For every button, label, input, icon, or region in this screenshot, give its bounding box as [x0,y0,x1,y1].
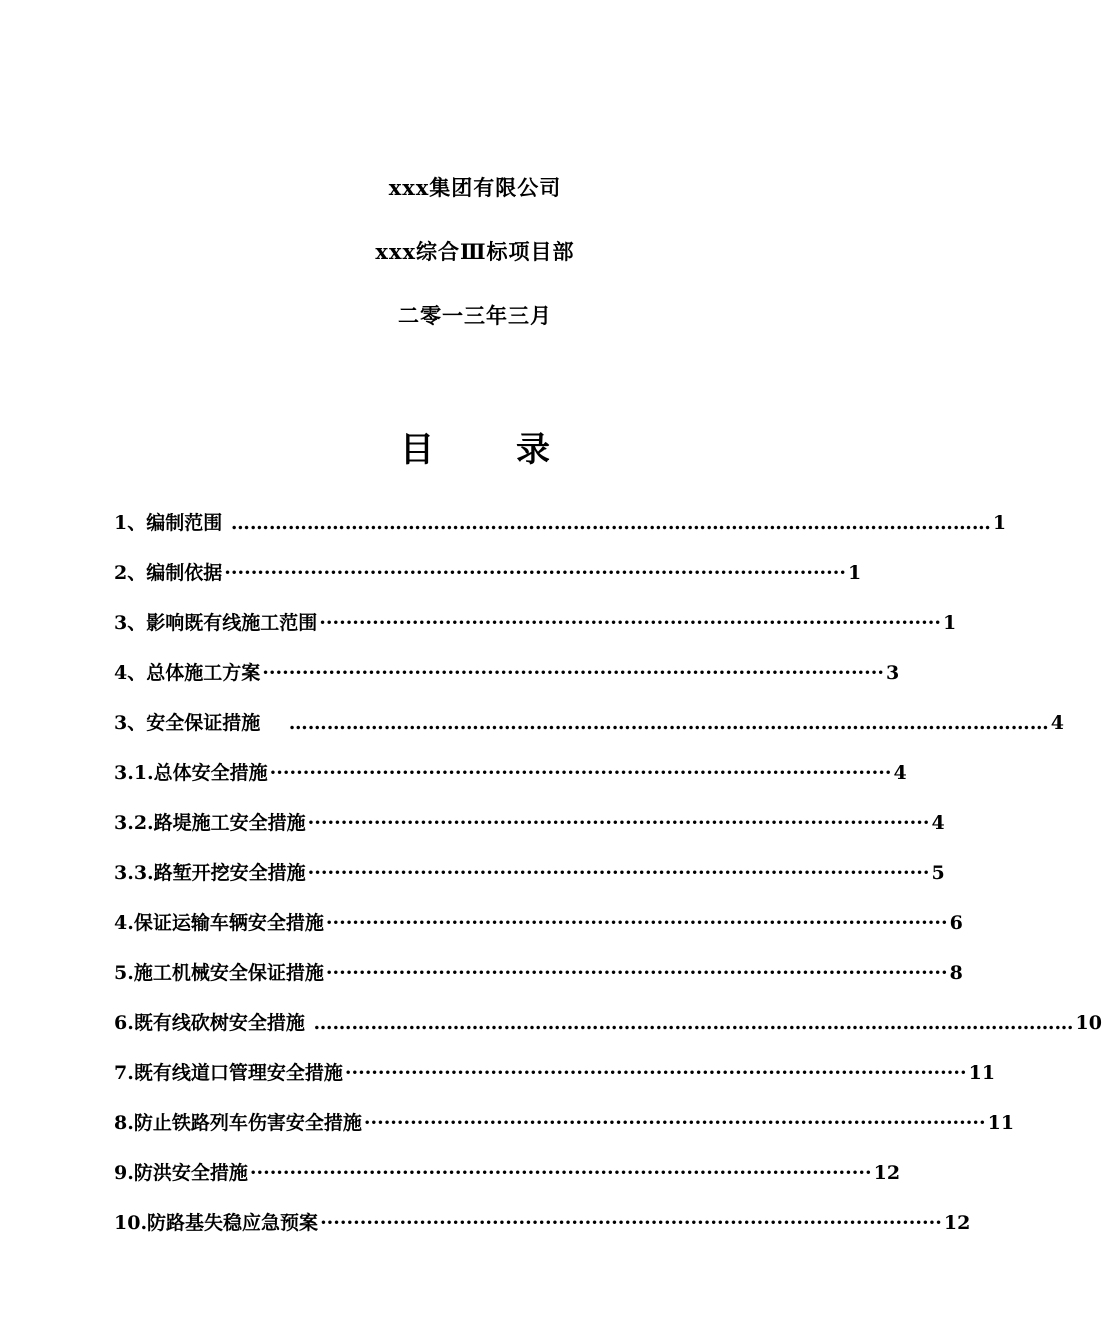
toc-entry-page: 1 [943,612,957,634]
toc-leader-dots: ······························································································ [344,1062,967,1084]
toc-leader-dots: ······························································································ [319,612,942,634]
toc-entry-page: 11 [987,1112,1015,1134]
toc-leader-dots: ······························································································ [325,962,948,984]
toc-entry-label: 1、编制范围 [114,512,223,534]
toc-entry-label: 2、编制依据 [114,562,223,584]
toc-title-right: 录 [516,430,550,470]
toc-entry-label: 5.施工机械安全保证措施 [114,962,324,984]
toc-entry[interactable] [114,1208,971,1238]
toc-entry[interactable] [114,708,1064,738]
toc-entry-label: 3、安全保证措施 [114,712,261,734]
company-name: xxx集团有限公司 [388,175,562,200]
toc-entry-page: 4 [893,762,907,784]
toc-entry[interactable] [114,508,1007,538]
toc-entry[interactable] [114,558,862,588]
toc-entry-page: 12 [873,1162,901,1184]
department-name: xxx综合Ⅲ标项目部 [375,239,575,264]
toc-leader-dots: ······························································································ [363,1112,986,1134]
toc-entry[interactable] [114,1108,1015,1138]
toc-entry-label: 8.防止铁路列车伤害安全措施 [114,1112,362,1134]
toc-entry[interactable] [114,1008,1102,1038]
toc-leader-dots: ······························································································ [320,1212,942,1234]
toc-leader-dots: ······························································································ [224,562,847,584]
toc-entry-page: 4 [1050,712,1064,734]
toc-entry-label: 9.防洪安全措施 [114,1162,248,1184]
toc-entry-label: 4.保证运输车辆安全措施 [114,912,324,934]
toc-entry-label: 7.既有线道口管理安全措施 [114,1062,343,1084]
toc-leader-dots: ······························································································ [307,862,930,884]
toc-entry-page: 6 [949,912,963,934]
toc-entry-label: 3、影响既有线施工范围 [114,612,318,634]
toc-leader-dots: ······························································································ [262,662,885,684]
toc-entry-label: 6.既有线砍树安全措施 [114,1012,305,1034]
toc-entry-page: 1 [992,512,1007,534]
toc-entry-page: 8 [949,962,963,984]
toc-entry-page: 1 [848,562,862,584]
toc-leader-dots: ······························································································ [269,762,892,784]
toc-entry[interactable] [114,908,963,938]
toc-entry-label: 3.1.总体安全措施 [114,762,268,784]
toc-entry-label: 10.防路基失稳应急预案 [114,1212,319,1234]
toc-entry-page: 4 [931,812,945,834]
toc-leader-dots: ······························································································ [249,1162,872,1184]
toc-entry-label: 3.2.路堤施工安全措施 [114,812,306,834]
toc-title [0,428,950,472]
toc-leader-dots: ………………………………………………………………………………………………………… [224,512,991,534]
toc-entry-page: 10 [1075,1012,1102,1034]
toc-entry[interactable] [114,858,945,888]
toc-entry[interactable] [114,1058,996,1088]
toc-entry[interactable] [114,1158,901,1188]
toc-entry[interactable] [114,608,957,638]
toc-entry[interactable] [114,808,945,838]
toc-title-left: 目 [400,430,434,470]
toc-leader-dots: ······························································································ [307,812,930,834]
document-date: 二零一三年三月 [398,303,552,328]
toc-entry-page: 12 [943,1212,971,1234]
toc-entry[interactable] [114,758,907,788]
toc-entry-label: 4、总体施工方案 [114,662,261,684]
toc-leader-dots: ………………………………………………………………………………………………………… [262,712,1049,734]
toc-leader-dots: ······························································································ [325,912,948,934]
toc-entry-page: 11 [968,1062,996,1084]
toc-entry-page: 5 [931,862,945,884]
toc-entry-page: 3 [886,662,900,684]
toc-entry-label: 3.3.路堑开挖安全措施 [114,862,306,884]
toc-leader-dots: ………………………………………………………………………………………………………… [306,1012,1074,1034]
toc-entry[interactable] [114,658,900,688]
toc-entry[interactable] [114,958,963,988]
